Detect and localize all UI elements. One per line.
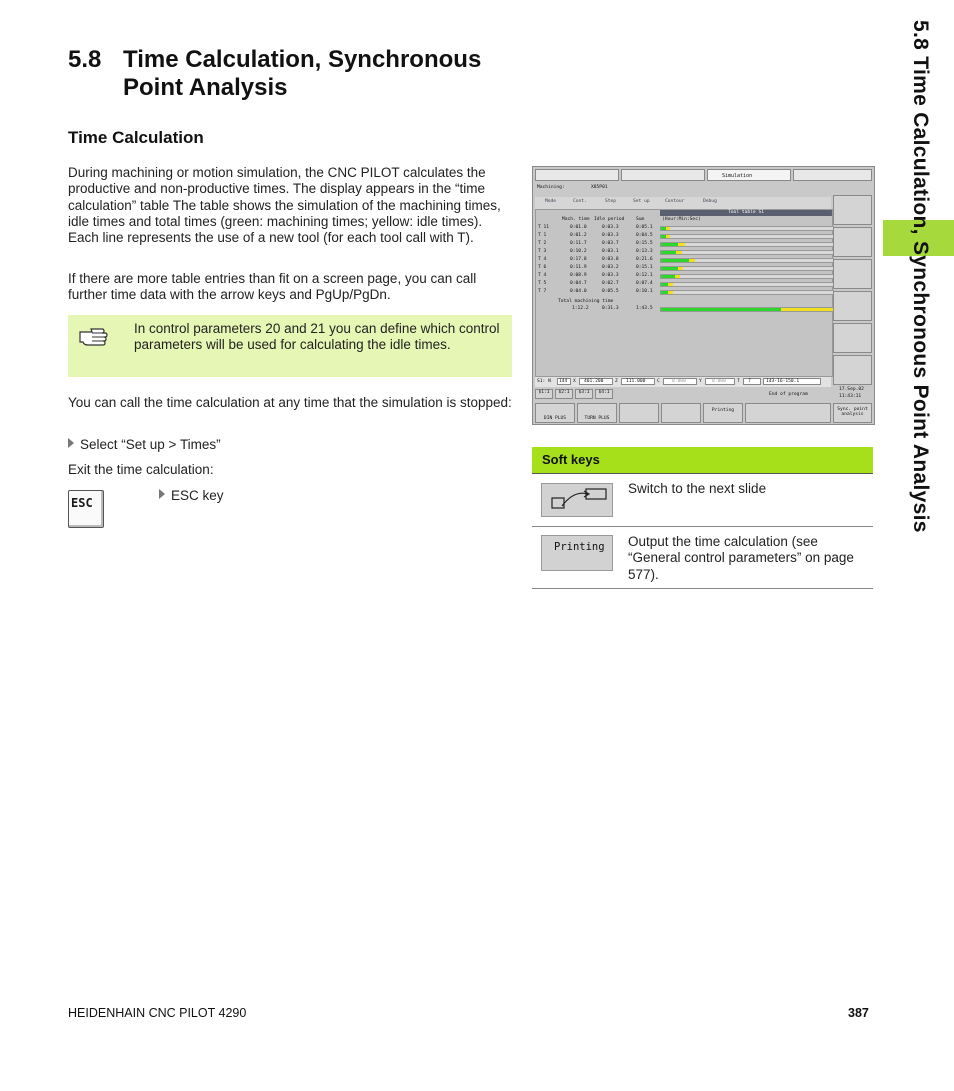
empty-softkey-2[interactable] — [745, 403, 831, 423]
table-cell-mach: 0:01.0 — [570, 225, 587, 230]
vertical-softkey-6[interactable] — [833, 355, 872, 385]
note-box — [68, 315, 512, 377]
table-cell-sum: 0:12.1 — [636, 273, 653, 278]
table-cell-sum: 0:15.5 — [636, 241, 653, 246]
vertical-softkey-5[interactable] — [833, 323, 872, 353]
machining-label: Machining: — [537, 185, 565, 190]
table-row — [538, 256, 830, 264]
note-text: In control parameters 20 and 21 you can define which control parameters will be used for calculating the idle times. — [134, 321, 500, 353]
table-cell-mach: 0:04.7 — [570, 281, 587, 286]
table-cell-idle: 0:03.3 — [602, 233, 619, 238]
screen-tab-4 — [793, 169, 872, 181]
din-plus-softkey[interactable]: DIN PLUS — [535, 403, 575, 423]
menu-setup: Set up — [633, 199, 650, 204]
section-number: 5.8 — [68, 46, 102, 73]
menu-step: Step — [605, 199, 617, 204]
table-cell-tool: T 4 — [538, 273, 547, 278]
vertical-softkey-4[interactable] — [833, 291, 872, 321]
table-cell-sum: 0:07.4 — [636, 281, 653, 286]
paragraph-call: You can call the time calculation at any time that the simulation is stopped: — [68, 395, 512, 410]
bullet-arrow-icon — [68, 438, 74, 448]
time-bar — [660, 290, 834, 295]
paragraph-intro: During machining or motion simulation, the CNC PILOT calculates the productive and non-productive times. The display appears in the “time calculation” table The table shows the simulation of the machining times, idle times and total times (green: machining times; yellow: idle times). Each line represents the use of a new tool (for each tool call with T). — [68, 165, 501, 246]
softkey-row-printing — [532, 527, 873, 589]
table-cell-mach: 0:08.9 — [570, 273, 587, 278]
idle-time-bar — [668, 291, 673, 294]
total-machining-bar — [661, 308, 781, 311]
screen-time: 11:43:11 — [839, 394, 862, 399]
time-bar — [660, 250, 834, 255]
idle-time-bar — [689, 259, 696, 262]
footer-product: HEIDENHAIN CNC PILOT 4290 — [68, 1006, 247, 1020]
machining-time-bar — [661, 283, 668, 286]
table-cell-mach: 0:11.9 — [570, 265, 587, 270]
step-select-setup — [68, 437, 512, 453]
softkeys-header — [532, 447, 873, 474]
table-row — [538, 224, 830, 232]
screen-tab-simulation: Simulation — [707, 169, 791, 181]
machining-time-bar — [661, 243, 678, 246]
table-cell-idle: 0:05.5 — [602, 289, 619, 294]
table-cell-mach: 0:11.7 — [570, 241, 587, 246]
vertical-softkey-3[interactable] — [833, 259, 872, 289]
slide-button-1[interactable]: $1:1 — [535, 389, 553, 399]
idle-time-bar — [668, 283, 673, 286]
table-cell-tool: T 11 — [538, 225, 550, 230]
softkey-printing-desc: Output the time calculation (see “General control parameters” on page 577). — [628, 534, 854, 582]
total-idle-bar — [781, 308, 833, 311]
idle-time-bar — [666, 227, 669, 230]
table-cell-mach: 0:10.2 — [570, 249, 587, 254]
table-cell-tool: T 1 — [538, 233, 547, 238]
next-slide-softkey-icon — [541, 483, 613, 517]
side-chapter-title: 5.8 Time Calculation, Synchronous Point Analysis — [909, 20, 932, 533]
machining-time-bar — [661, 275, 675, 278]
total-label-row: Total machining time — [558, 299, 614, 304]
bullet-arrow-icon — [159, 489, 165, 499]
esc-key-label: ESC — [71, 496, 93, 510]
idle-time-bar — [678, 267, 683, 270]
machining-time-bar — [661, 251, 676, 254]
time-bar — [660, 258, 834, 263]
table-cell-idle: 0:03.1 — [602, 249, 619, 254]
slide-switch-icon — [542, 484, 612, 516]
table-cell-idle: 0:03.7 — [602, 241, 619, 246]
table-cell-idle: 0:03.2 — [602, 265, 619, 270]
vertical-softkey-2[interactable] — [833, 227, 872, 257]
turn-plus-softkey[interactable]: TURN PLUS — [577, 403, 617, 423]
time-bar — [660, 226, 834, 231]
table-cell-idle: 0:03.3 — [602, 225, 619, 230]
table-cell-mach: 0:04.0 — [570, 289, 587, 294]
screen-tab-1 — [535, 169, 619, 181]
table-cell-tool: T 2 — [538, 241, 547, 246]
table-row — [538, 232, 830, 240]
idle-time-bar — [666, 235, 669, 238]
machining-value: X85P01 — [591, 185, 608, 190]
page-number: 387 — [848, 1006, 869, 1020]
table-cell-sum: 0:04.5 — [636, 233, 653, 238]
printing-softkey-label: Printing — [554, 541, 605, 553]
table-cell-sum: 0:21.6 — [636, 257, 653, 262]
printing-softkey-icon — [541, 535, 613, 571]
sync-point-analysis-softkey[interactable]: Sync. point analysis — [833, 403, 872, 423]
table-cell-sum: 0:15.1 — [636, 265, 653, 270]
screen-date: 17.Sep.02 — [839, 387, 864, 392]
table-cell-tool: T 3 — [538, 249, 547, 254]
step-esc — [159, 488, 359, 504]
table-row — [538, 272, 830, 280]
total-time-bar — [660, 307, 834, 312]
section-title — [68, 46, 528, 102]
menu-contour: Contour — [665, 199, 685, 204]
table-header-row: Mach. time Idle period Sum (Hour:Min:Sec) — [562, 217, 701, 222]
slide-button-4[interactable]: $4:1 — [595, 389, 613, 399]
subsection-title: Time Calculation — [68, 128, 204, 147]
section-title-line2: Point Analysis — [123, 74, 288, 101]
table-cell-tool: T 7 — [538, 289, 547, 294]
next-slide-softkey[interactable] — [619, 403, 659, 423]
step-esc-text: ESC key — [171, 488, 224, 503]
machining-time-bar — [661, 291, 668, 294]
pointing-hand-icon — [78, 323, 110, 347]
paragraph-scroll: If there are more table entries than fit on a screen page, you can call further time data with the arrow keys and PgUp/PgDn. — [68, 271, 477, 303]
printing-softkey[interactable]: Printing — [703, 403, 743, 423]
idle-time-bar — [676, 251, 681, 254]
screen-menu-bar — [535, 197, 831, 209]
idle-time-bar — [678, 243, 685, 246]
table-cell-idle: 0:03.3 — [602, 273, 619, 278]
machining-time-bar — [661, 267, 678, 270]
slide-button-3[interactable]: $3:1 — [575, 389, 593, 399]
softkey-row-next-slide — [532, 474, 873, 527]
table-cell-idle: 0:02.7 — [602, 281, 619, 286]
vertical-softkey-1[interactable] — [833, 195, 872, 225]
end-of-program-label: End of program — [769, 392, 808, 397]
softkey-next-slide-desc: Switch to the next slide — [628, 481, 767, 496]
table-row — [538, 248, 830, 256]
softkeys-header-label: Soft keys — [542, 452, 600, 467]
esc-key-icon — [68, 490, 104, 528]
table-cell-tool: T 4 — [538, 257, 547, 262]
time-bar — [660, 242, 834, 247]
machining-time-bar — [661, 259, 689, 262]
cnc-screenshot — [532, 166, 875, 425]
table-row — [538, 264, 830, 272]
screen-tab-2 — [621, 169, 705, 181]
tool-table-title: Tool table S1 — [660, 210, 832, 216]
table-row — [538, 288, 830, 296]
time-bar — [660, 274, 834, 279]
table-cell-mach: 0:17.8 — [570, 257, 587, 262]
section-title-line1: Time Calculation, Synchronous — [123, 46, 482, 73]
position-status-bar: S1: N 144 X 401.200 Z 111.000 C 0.000 Y 0.000 T 7 143-16-150.1 — [535, 377, 831, 387]
time-table-panel — [535, 209, 833, 377]
idle-time-bar — [675, 275, 680, 278]
time-bar — [660, 234, 834, 239]
step-select-text: Select “Set up > Times” — [80, 437, 221, 452]
table-cell-sum: 0:13.3 — [636, 249, 653, 254]
time-bar — [660, 282, 834, 287]
table-row — [538, 240, 830, 248]
table-row — [538, 280, 830, 288]
table-cell-sum: 0:10.1 — [636, 289, 653, 294]
paragraph-exit: Exit the time calculation: — [68, 462, 214, 477]
table-cell-tool: T 5 — [538, 281, 547, 286]
empty-softkey-1[interactable] — [661, 403, 701, 423]
menu-mode: Mode — [545, 199, 557, 204]
menu-cont: Cont. — [573, 199, 587, 204]
time-bar — [660, 266, 834, 271]
table-cell-idle: 0:03.8 — [602, 257, 619, 262]
menu-debug: Debug — [703, 199, 717, 204]
table-cell-tool: T 6 — [538, 265, 547, 270]
total-row: 1:12.2 0:31.3 1:43.5 — [538, 305, 830, 313]
table-cell-sum: 0:05.1 — [636, 225, 653, 230]
slide-button-2[interactable]: $2:1 — [555, 389, 573, 399]
table-cell-mach: 0:01.2 — [570, 233, 587, 238]
